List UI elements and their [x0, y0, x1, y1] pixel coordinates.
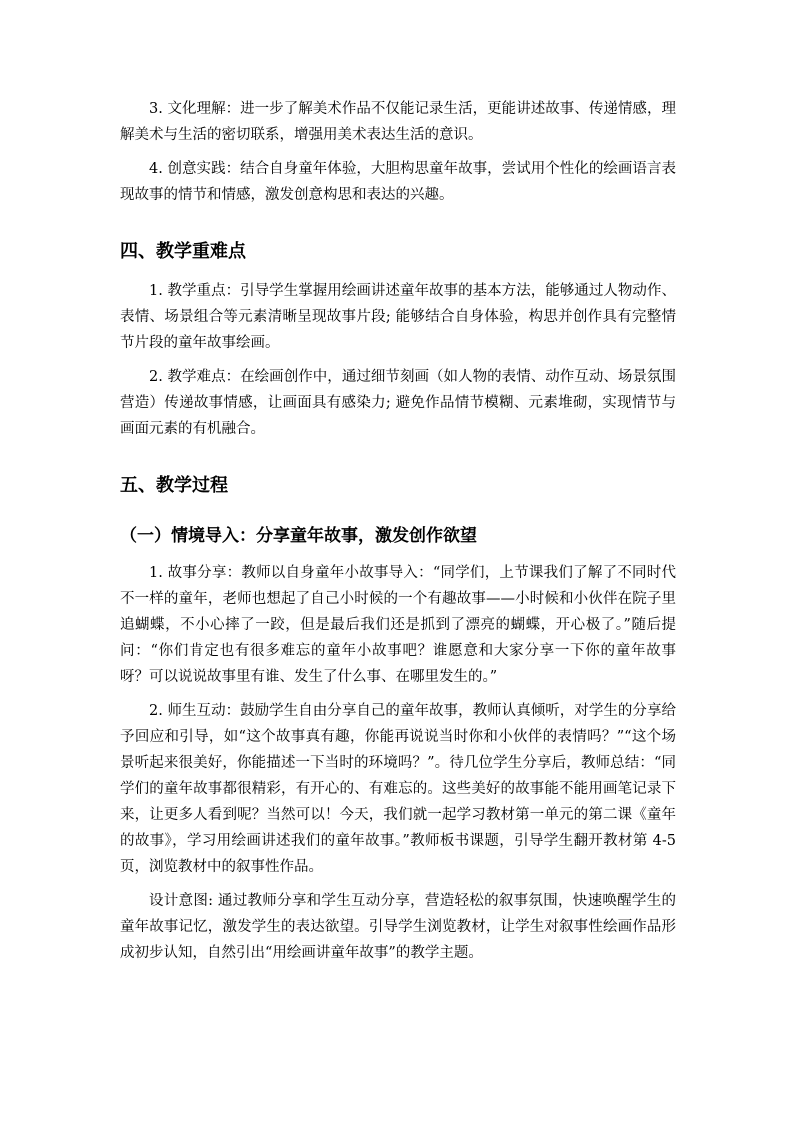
objective-creative-practice: 4. 创意实践：结合自身童年体验，大胆构思童年故事，尝试用个性化的绘画语言表现故事的情节和情感，激发创意构思和表达的兴趣。 [120, 161, 676, 203]
story-sharing-paragraph: 1. 故事分享：教师以自身童年小故事导入：“同学们，上节课我们了解了不同时代不一样的童年，老师也想起了自己小时候的一个有趣故事——小时候和小伙伴在院子里追蝴蝶，不小心摔了一跤，但是最后我们还是抓到了漂亮的蝴蝶，开心极了。”随后提问：“你们肯定也有很多难忘的童年小故事吧？谁愿意和大家分享一下你的童年故事呀？可以说说故事里有谁、发生了什么事、在哪里发生的。” [120, 565, 676, 685]
document-page [120, 96, 676, 974]
teacher-student-interaction-paragraph: 2. 师生互动：鼓励学生自由分享自己的童年故事，教师认真倾听，对学生的分享给予回应和引导，如“这个故事真有趣，你能再说说当时你和小伙伴的表情吗？”“这个场景听起来很美好，你能描述一下当时的环境吗？”。待几位学生分享后，教师总结：“同学们的童年故事都很精彩，有开心的、有难忘的。这些美好的故事能不能用画笔记录下来，让更多人看到呢？当然可以！今天，我们就一起学习教材第一单元的第二课《童年的故事》，学习用绘画讲述我们的童年故事。”教师板书课题，引导学生翻开教材第 4-5 页，浏览教材中的叙事性作品。 [120, 703, 676, 875]
teaching-key-point: 1. 教学重点：引导学生掌握用绘画讲述童年故事的基本方法，能够通过人物动作、表情、场景组合等元素清晰呈现故事片段; 能够结合自身体验，构思并创作具有完整情节片段的童年故事绘画。 [120, 283, 676, 351]
subsection-heading-intro: （一）情境导入：分享童年故事，激发创作欲望 [120, 526, 477, 546]
objective-cultural-understanding: 3. 文化理解：进一步了解美术作品不仅能记录生活，更能讲述故事、传递情感，理解美术与生活的密切联系，增强用美术表达生活的意识。 [120, 101, 676, 143]
design-intent-paragraph: 设计意图: 通过教师分享和学生互动分享，营造轻松的叙事氛围，快速唤醒学生的童年故事记忆，激发学生的表达欲望。引导学生浏览教材，让学生对叙事性绘画作品形成初步认知，自然引出“用绘画讲童年故事”的教学主题。 [120, 893, 676, 961]
section-heading-key-difficulties: 四、教学重难点 [120, 241, 246, 262]
section-heading-teaching-process: 五、教学过程 [120, 475, 228, 496]
teaching-difficulty: 2. 教学难点：在绘画创作中，通过细节刻画（如人物的表情、动作互动、场景氛围营造）传递故事情感，让画面具有感染力; 避免作品情节模糊、元素堆砌，实现情节与画面元素的有机融合。 [120, 369, 676, 437]
